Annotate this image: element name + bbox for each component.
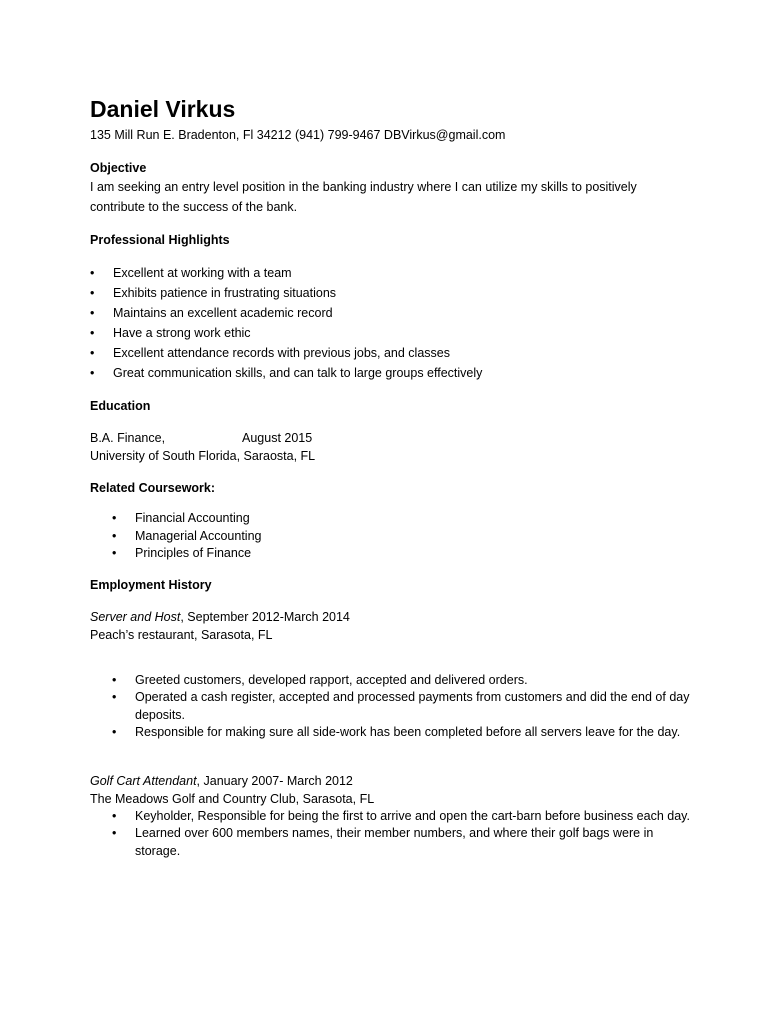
list-item: • Keyholder, Responsible for being the first to arrive and open the cart-barn before business each day.: [90, 808, 690, 826]
highlights-heading: Professional Highlights: [90, 233, 230, 247]
job-title: Server and Host: [90, 609, 181, 624]
list-item: • Exhibits patience in frustrating situations: [90, 283, 690, 303]
coursework-heading: Related Coursework:: [90, 481, 216, 495]
list-item: • Financial Accounting: [90, 510, 690, 528]
highlights-list: [90, 263, 690, 383]
education-degree: B.A. Finance,: [90, 431, 166, 445]
job-dates: , September 2012-March 2014: [180, 609, 350, 624]
education-date: August 2015: [242, 431, 313, 445]
list-item: • Responsible for making sure all side-work has been completed before all servers leave for the day.: [90, 724, 690, 742]
job-title: Golf Cart Attendant: [90, 773, 197, 788]
education-heading: Education: [90, 399, 151, 413]
objective-text: I am seeking an entry level position in the banking industry where I can utilize my skills to positively contribute to the success of the bank.: [90, 180, 637, 214]
job-employer: The Meadows Golf and Country Club, Sarasota, FL: [90, 791, 375, 806]
objective-heading: Objective: [90, 161, 147, 175]
coursework-list: [90, 510, 690, 563]
education-degree-line: [90, 429, 690, 447]
list-item: • Great communication skills, and can talk to large groups effectively: [90, 363, 690, 383]
job-dates: , January 2007- March 2012: [196, 773, 353, 788]
contact-info: 135 Mill Run E. Bradenton, Fl 34212 (941) 799-9467 DBVirkus@gmail.com: [90, 128, 506, 142]
job-employer: Peach’s restaurant, Sarasota, FL: [90, 627, 273, 642]
job-duties-list: [90, 808, 690, 861]
list-item: • Operated a cash register, accepted and processed payments from customers and did the end of day deposits.: [90, 689, 690, 724]
list-item: • Maintains an excellent academic record: [90, 303, 690, 323]
education-school: University of South Florida, Saraosta, FL: [90, 449, 316, 463]
list-item: • Have a strong work ethic: [90, 323, 690, 343]
list-item: • Excellent at working with a team: [90, 263, 690, 283]
list-item: • Managerial Accounting: [90, 528, 690, 546]
list-item: • Greeted customers, developed rapport, accepted and delivered orders.: [90, 672, 690, 690]
list-item: • Learned over 600 members names, their member numbers, and where their golf bags were in storage.: [90, 825, 690, 860]
candidate-name: Daniel Virkus: [90, 96, 236, 122]
list-item: • Excellent attendance records with previous jobs, and classes: [90, 343, 690, 363]
employment-heading: Employment History: [90, 577, 212, 592]
job-title-line: [90, 608, 690, 626]
job-duties-list: [90, 672, 690, 742]
list-item: • Principles of Finance: [90, 545, 690, 563]
job-title-line: [90, 772, 690, 790]
resume-page: [90, 92, 690, 860]
